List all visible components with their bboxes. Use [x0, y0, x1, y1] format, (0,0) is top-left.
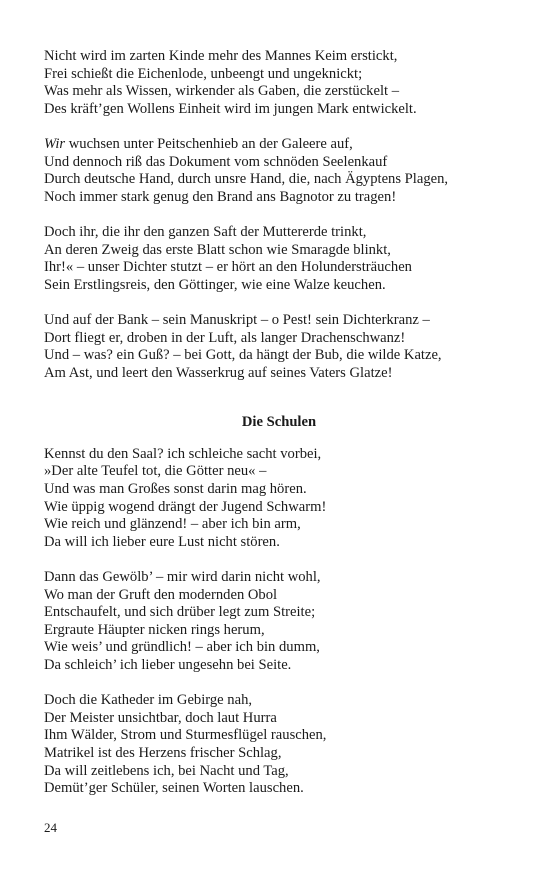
verse-line: Frei schießt die Eichenlode, unbeengt und ungeknickt; — [44, 65, 363, 82]
verse-line: Wie reich und glänzend! – aber ich bin arm, — [44, 516, 301, 533]
verse-line: Demüt’ger Schüler, seinen Worten lauschen. — [44, 780, 304, 797]
verse-line: Und – was? ein Guß? – bei Gott, da hängt der Bub, die wilde Katze, — [44, 347, 442, 364]
verse-line: Und was man Großes sonst darin mag hören. — [44, 481, 307, 498]
verse-line: Dann das Gewölb’ – mir wird darin nicht wohl, — [44, 569, 321, 586]
verse-line: »Der alte Teufel tot, die Götter neu« – — [44, 463, 267, 480]
verse-line: Und dennoch riß das Dokument vom schnöden Seelenkauf — [44, 153, 388, 170]
verse-line: Wo man der Gruft den modernden Obol — [44, 586, 278, 603]
stanza-2 — [44, 569, 514, 675]
verse-line: Da schleich’ ich lieber ungesehn bei Seite. — [44, 657, 292, 673]
verse-line: Entschaufelt, und sich drüber legt zum Streite; — [44, 604, 316, 621]
verse-line: Wie üppig wogend drängt der Jugend Schwarm! — [44, 498, 327, 515]
verse-line — [44, 136, 514, 154]
page-number: 24 — [44, 820, 57, 835]
stanza-3 — [44, 692, 514, 798]
poem-continuation — [44, 48, 514, 382]
verse-line: Doch ihr, die ihr den ganzen Saft der Muttererde trinkt, — [44, 223, 367, 240]
verse-line: Des kräft’gen Wollens Einheit wird im jungen Mark entwickelt. — [44, 100, 417, 117]
poem-die-schulen — [44, 446, 514, 798]
stanza-4 — [44, 312, 514, 382]
stanza-1 — [44, 446, 514, 552]
verse-line: Wie weis’ und gründlich! – aber ich bin dumm, — [44, 639, 320, 656]
verse-line: Was mehr als Wissen, wirkender als Gaben, die zerstückelt – — [44, 83, 399, 100]
verse-line: Da will zeitlebens ich, bei Nacht und Tag, — [44, 762, 289, 779]
verse-line: Da will ich lieber eure Lust nicht stören. — [44, 533, 280, 550]
verse-line-rest: wuchsen unter Peitschenhieb an der Galeere auf, — [65, 135, 353, 152]
verse-line: Am Ast, und leert den Wasserkrug auf seines Vaters Glatze! — [44, 364, 393, 381]
verse-line: Ihm Wälder, Strom und Sturmesflügel rauschen, — [44, 727, 327, 744]
verse-line: Sein Erstlingsreis, den Göttinger, wie eine Walze keuchen. — [44, 276, 386, 293]
verse-line: Ihr!« – unser Dichter stutzt – er hört an den Holundersträuchen — [44, 259, 412, 276]
verse-line: Noch immer stark genug den Brand ans Bagnotor zu tragen! — [44, 188, 397, 205]
verse-line: Und auf der Bank – sein Manuskript – o Pest! sein Dichterkranz – — [44, 311, 430, 328]
verse-line: Nicht wird im zarten Kinde mehr des Mannes Keim erstickt, — [44, 48, 398, 64]
verse-line: Kennst du den Saal? ich schleiche sacht vorbei, — [44, 445, 322, 462]
verse-line: Dort fliegt er, droben in der Luft, als langer Drachenschwanz! — [44, 329, 406, 346]
stanza-3 — [44, 224, 514, 294]
stanza-1 — [44, 48, 514, 118]
verse-line: Doch die Katheder im Gebirge nah, — [44, 692, 253, 709]
verse-line: Durch deutsche Hand, durch unsre Hand, die, nach Ägyptens Plagen, — [44, 171, 449, 188]
verse-line: Ergraute Häupter nicken rings herum, — [44, 621, 265, 638]
emphasized-word: Wir — [44, 135, 66, 152]
verse-line: An deren Zweig das erste Blatt schon wie Smaragde blinkt, — [44, 241, 391, 258]
verse-line: Der Meister unsichtbar, doch laut Hurra — [44, 709, 277, 726]
poem-title: Die Schulen — [241, 414, 317, 431]
stanza-2 — [44, 136, 514, 206]
page-body — [44, 48, 514, 798]
verse-line: Matrikel ist des Herzens frischer Schlag, — [44, 744, 282, 761]
